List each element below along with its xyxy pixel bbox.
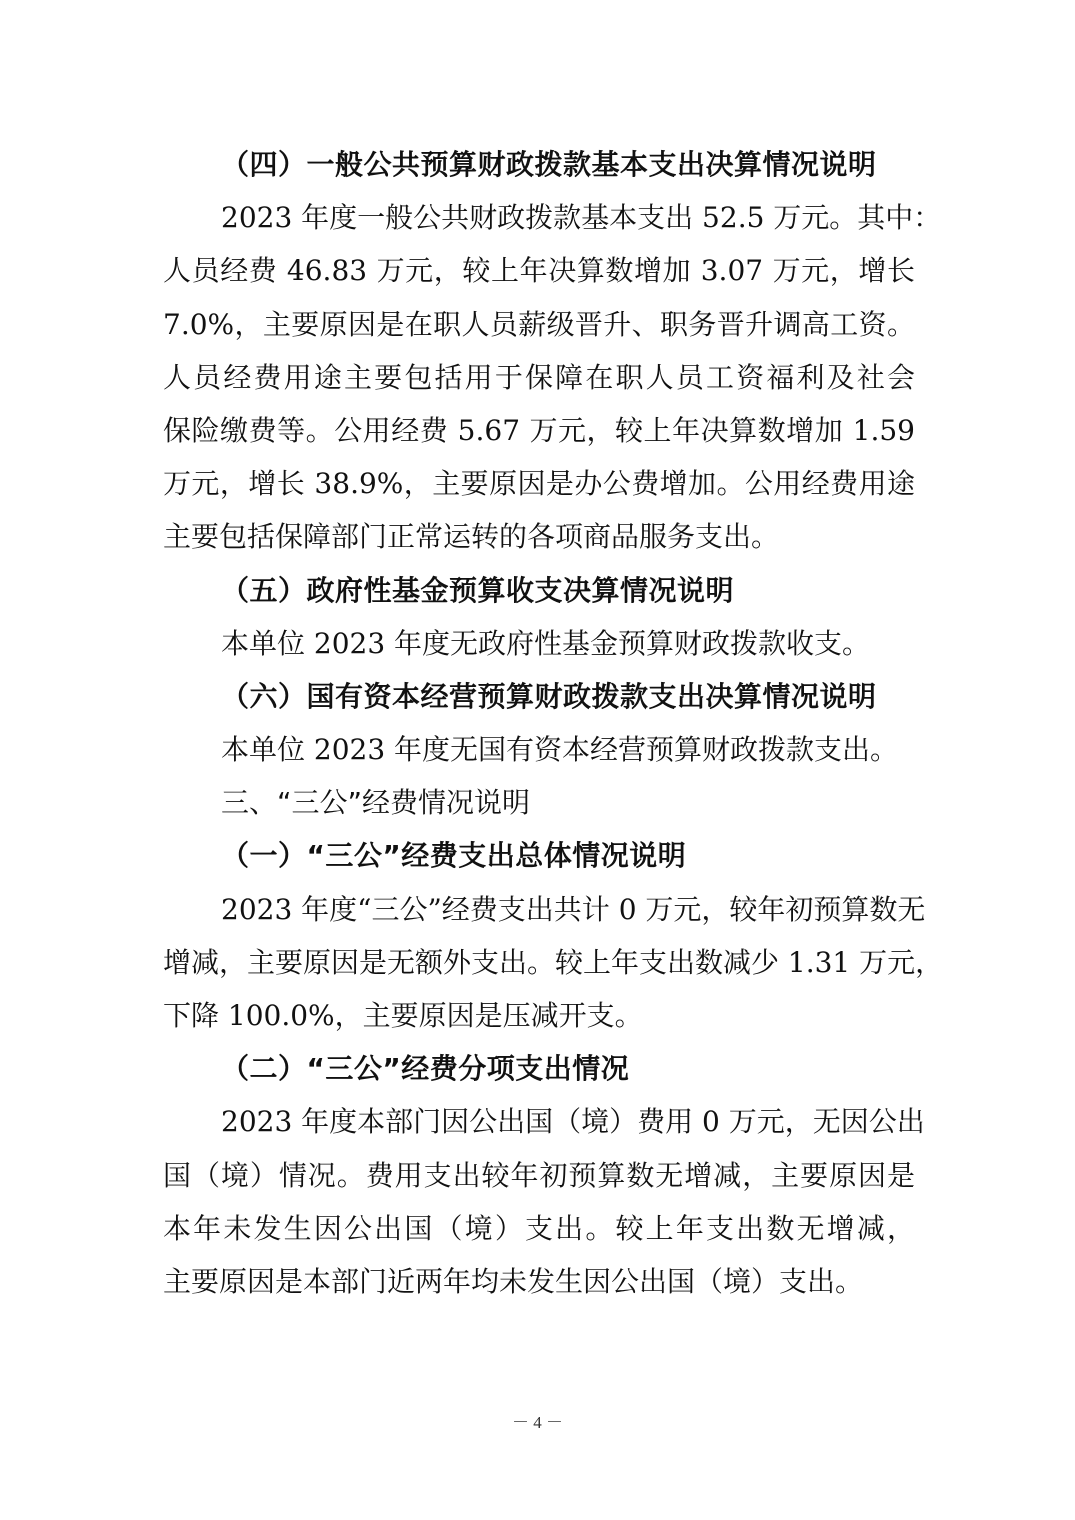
paragraph-line: 国（境）情况。费用支出较年初预算数无增减，主要原因是: [163, 1158, 915, 1192]
paragraph-line: 7.0%，主要原因是在职人员薪级晋升、职务晋升调高工资。: [163, 307, 915, 341]
document-body: [163, 138, 944, 1308]
paragraph-line: 万元，增长 38.9%，主要原因是办公费增加。公用经费用途: [163, 467, 915, 501]
page-number: － 4 －: [512, 1413, 563, 1432]
paragraph-line: 增减，主要原因是无额外支出。较上年支出数减少 1.31 万元，: [163, 945, 944, 979]
section-heading-4: （四）一般公共预算财政拨款基本支出决算情况说明: [221, 148, 877, 181]
paragraph-line: 本年未发生因公出国（境）支出。较上年支出数无增减，: [163, 1211, 915, 1245]
paragraph-line: 保险缴费等。公用经费 5.67 万元，较上年决算数增加 1.59: [163, 413, 915, 447]
paragraph-line: 主要原因是本部门近两年均未发生因公出国（境）支出。: [163, 1264, 864, 1298]
paragraph-line: 2023 年度一般公共财政拨款基本支出 52.5 万元。其中：: [221, 201, 942, 235]
subsection-heading-2: （二）“三公”经费分项支出情况: [221, 1052, 630, 1086]
part-title-3: 三、“三公”经费情况说明: [221, 786, 531, 820]
paragraph-line: 主要包括保障部门正常运转的各项商品服务支出。: [163, 520, 780, 554]
paragraph-line: 人员经费 46.83 万元，较上年决算数增加 3.07 万元，增长: [163, 254, 915, 288]
section-heading-5: （五）政府性基金预算收支决算情况说明: [221, 573, 735, 607]
paragraph-line: 2023 年度本部门因公出国（境）费用 0 万元，无因公出: [221, 1105, 925, 1139]
paragraph-line: 本单位 2023 年度无国有资本经营预算财政拨款支出。: [221, 733, 899, 767]
subsection-heading-1: （一）“三公”经费支出总体情况说明: [221, 839, 687, 873]
paragraph-line: 2023 年度“三公”经费支出共计 0 万元，较年初预算数无: [221, 892, 926, 926]
paragraph-line: 下降 100.0%，主要原因是压减开支。: [163, 999, 643, 1032]
section-heading-6: （六）国有资本经营预算财政拨款支出决算情况说明: [221, 679, 877, 713]
paragraph-line: 本单位 2023 年度无政府性基金预算财政拨款收支。: [221, 626, 871, 660]
paragraph-line: 人员经费用途主要包括用于保障在职人员工资福利及社会: [163, 360, 915, 394]
